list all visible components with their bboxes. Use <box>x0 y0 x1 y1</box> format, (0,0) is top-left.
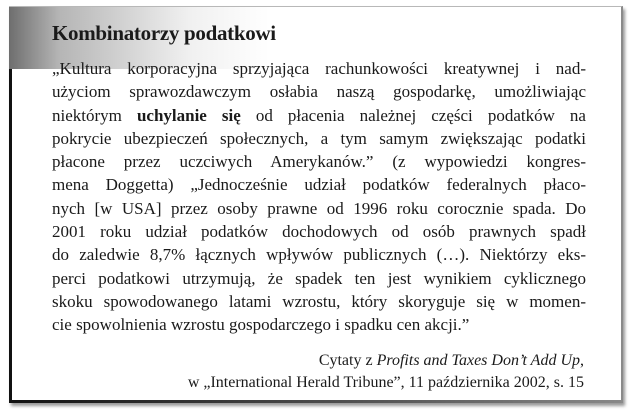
citation-source-title: Profits and Taxes Don’t Add Up <box>376 352 580 369</box>
quote-line: płacone przez uczciwych Amerykanów.” (z wypowiedzi kongres- <box>52 152 586 172</box>
text-segment: od płacenia należnej części podatków na <box>240 105 586 125</box>
quote-line: cie spowolnienia wzrostu gospodarczego i spadku cen akcji.” <box>52 315 470 335</box>
quote-line: pokrycie ubezpieczeń społecznych, a tym samym zwiększając podatki <box>52 128 586 148</box>
text-segment: niektórym <box>52 105 137 125</box>
quote-line: 2001 roku udział podatków dochodowych od osób prawnych spadł <box>52 222 586 242</box>
quote-line: nych [w USA] przez osoby prawne od 1996 roku corocznie spada. Do <box>52 198 586 218</box>
citation <box>188 350 584 394</box>
quote-line: użyciom sprawozdawczym osłabia naszą gospodarkę, umożliwiając <box>52 82 586 102</box>
bottom-border <box>9 400 621 403</box>
quote-line: mena Doggetta) „Jednocześnie udział podatków federalnych płaco- <box>52 175 586 195</box>
left-border <box>9 69 12 403</box>
quote-body <box>52 57 586 337</box>
quote-line <box>52 104 586 127</box>
citation-line-1 <box>188 350 584 372</box>
citation-line-2: w „International Herald Tribune”, 11 października 2002, s. 15 <box>187 374 584 391</box>
box-title: Kombinatorzy podatkowi <box>52 21 276 45</box>
citation-suffix: , <box>580 352 584 369</box>
quote-line: do zaledwie 8,7% łącznych wpływów publicznych (…). Niektórzy eks- <box>52 245 586 265</box>
quote-line: skoku spowodowanego latami wzrostu, który skoryguje się w momen- <box>52 291 586 311</box>
quote-line: „Kultura korporacyjna sprzyjająca rachunkowości kreatywnej i nad- <box>52 59 586 78</box>
bold-term: uchylanie się <box>136 105 241 125</box>
quote-line: perci podatkowi utrzymują, że spadek ten jest wynikiem cyklicznego <box>52 268 586 288</box>
citation-prefix: Cytaty z <box>318 352 377 369</box>
